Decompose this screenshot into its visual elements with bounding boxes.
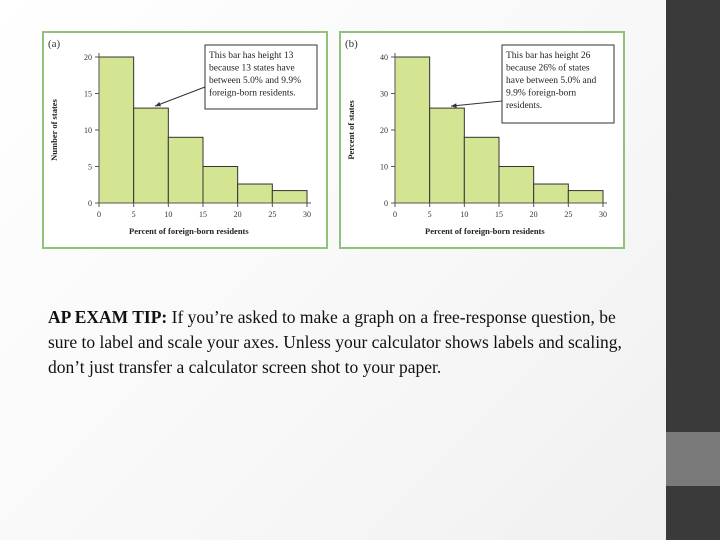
y-tick-label: 15 bbox=[84, 89, 92, 99]
sidebar-mid-block bbox=[666, 432, 720, 486]
x-tick-label: 20 bbox=[233, 210, 242, 219]
annotation-line: because 13 states have bbox=[209, 63, 295, 74]
annotation-line: have between 5.0% and bbox=[506, 76, 597, 86]
annotation-line: foreign-born residents. bbox=[209, 88, 296, 99]
y-tick-label: 0 bbox=[88, 199, 92, 208]
y-tick-label: 10 bbox=[380, 162, 388, 172]
histogram-panel-a bbox=[42, 31, 328, 249]
x-tick-label: 0 bbox=[97, 210, 101, 219]
annotation-line: This bar has height 13 bbox=[209, 51, 294, 61]
x-tick-label: 30 bbox=[599, 210, 607, 219]
annotation-arrow-head bbox=[155, 102, 161, 106]
y-tick-label: 5 bbox=[88, 162, 92, 172]
histogram-chart-a bbox=[44, 33, 326, 247]
histogram-bar bbox=[499, 167, 534, 204]
x-tick-label: 10 bbox=[460, 210, 469, 219]
annotation-line: This bar has height 26 bbox=[506, 51, 591, 61]
histogram-bar bbox=[99, 57, 134, 203]
histogram-panel-b bbox=[339, 31, 625, 249]
histogram-bar bbox=[238, 184, 273, 203]
annotation-line: 9.9% foreign-born bbox=[506, 88, 577, 99]
y-tick-label: 10 bbox=[84, 126, 92, 135]
histogram-chart-b bbox=[341, 33, 623, 247]
annotation-arrow-line bbox=[451, 101, 502, 106]
x-tick-label: 15 bbox=[199, 210, 207, 219]
histogram-bar bbox=[534, 184, 569, 203]
histogram-bar bbox=[464, 137, 499, 203]
sidebar-dark-block bbox=[666, 0, 720, 432]
y-tick-label: 0 bbox=[384, 199, 388, 208]
x-tick-label: 5 bbox=[131, 210, 136, 219]
annotation-line: because 26% of states bbox=[506, 63, 590, 74]
y-axis-label: Percent of states bbox=[346, 100, 356, 160]
y-tick-label: 20 bbox=[380, 126, 388, 135]
panel-label: (b) bbox=[345, 38, 358, 50]
x-tick-label: 5 bbox=[427, 210, 432, 219]
histogram-bar bbox=[203, 167, 238, 204]
histogram-bar bbox=[134, 108, 169, 203]
annotation-arrow-line bbox=[155, 87, 205, 106]
histogram-bar bbox=[272, 191, 307, 203]
annotation-line: between 5.0% and 9.9% bbox=[209, 76, 302, 86]
y-tick-label: 30 bbox=[380, 89, 388, 99]
x-tick-label: 0 bbox=[393, 210, 397, 219]
x-tick-label: 20 bbox=[529, 210, 538, 219]
y-tick-label: 40 bbox=[380, 53, 388, 62]
panel-label: (a) bbox=[48, 38, 61, 50]
sidebar-bottom-block bbox=[666, 486, 720, 540]
exam-tip-label: AP EXAM TIP: bbox=[48, 307, 168, 327]
exam-tip-text: If you’re asked to make a graph on a free-response question, be sure to label and scale your axes. Unless your calculator shows labels and scaling, don’t just transfer a calculator screen shot to your paper. bbox=[48, 307, 622, 377]
x-tick-label: 25 bbox=[564, 210, 573, 219]
x-tick-label: 15 bbox=[495, 210, 503, 219]
x-tick-label: 10 bbox=[164, 210, 173, 219]
histogram-bar bbox=[430, 108, 465, 203]
histogram-bar bbox=[168, 137, 203, 203]
x-axis-label: Percent of foreign-born residents bbox=[425, 226, 545, 236]
histogram-bar bbox=[395, 57, 430, 203]
annotation-line: residents. bbox=[506, 101, 543, 111]
x-tick-label: 25 bbox=[268, 210, 277, 219]
y-axis-label: Number of states bbox=[49, 99, 59, 161]
x-axis-label: Percent of foreign-born residents bbox=[129, 226, 249, 236]
x-tick-label: 30 bbox=[303, 210, 311, 219]
exam-tip bbox=[48, 305, 648, 380]
histogram-bar bbox=[568, 191, 603, 203]
y-tick-label: 20 bbox=[84, 53, 92, 62]
